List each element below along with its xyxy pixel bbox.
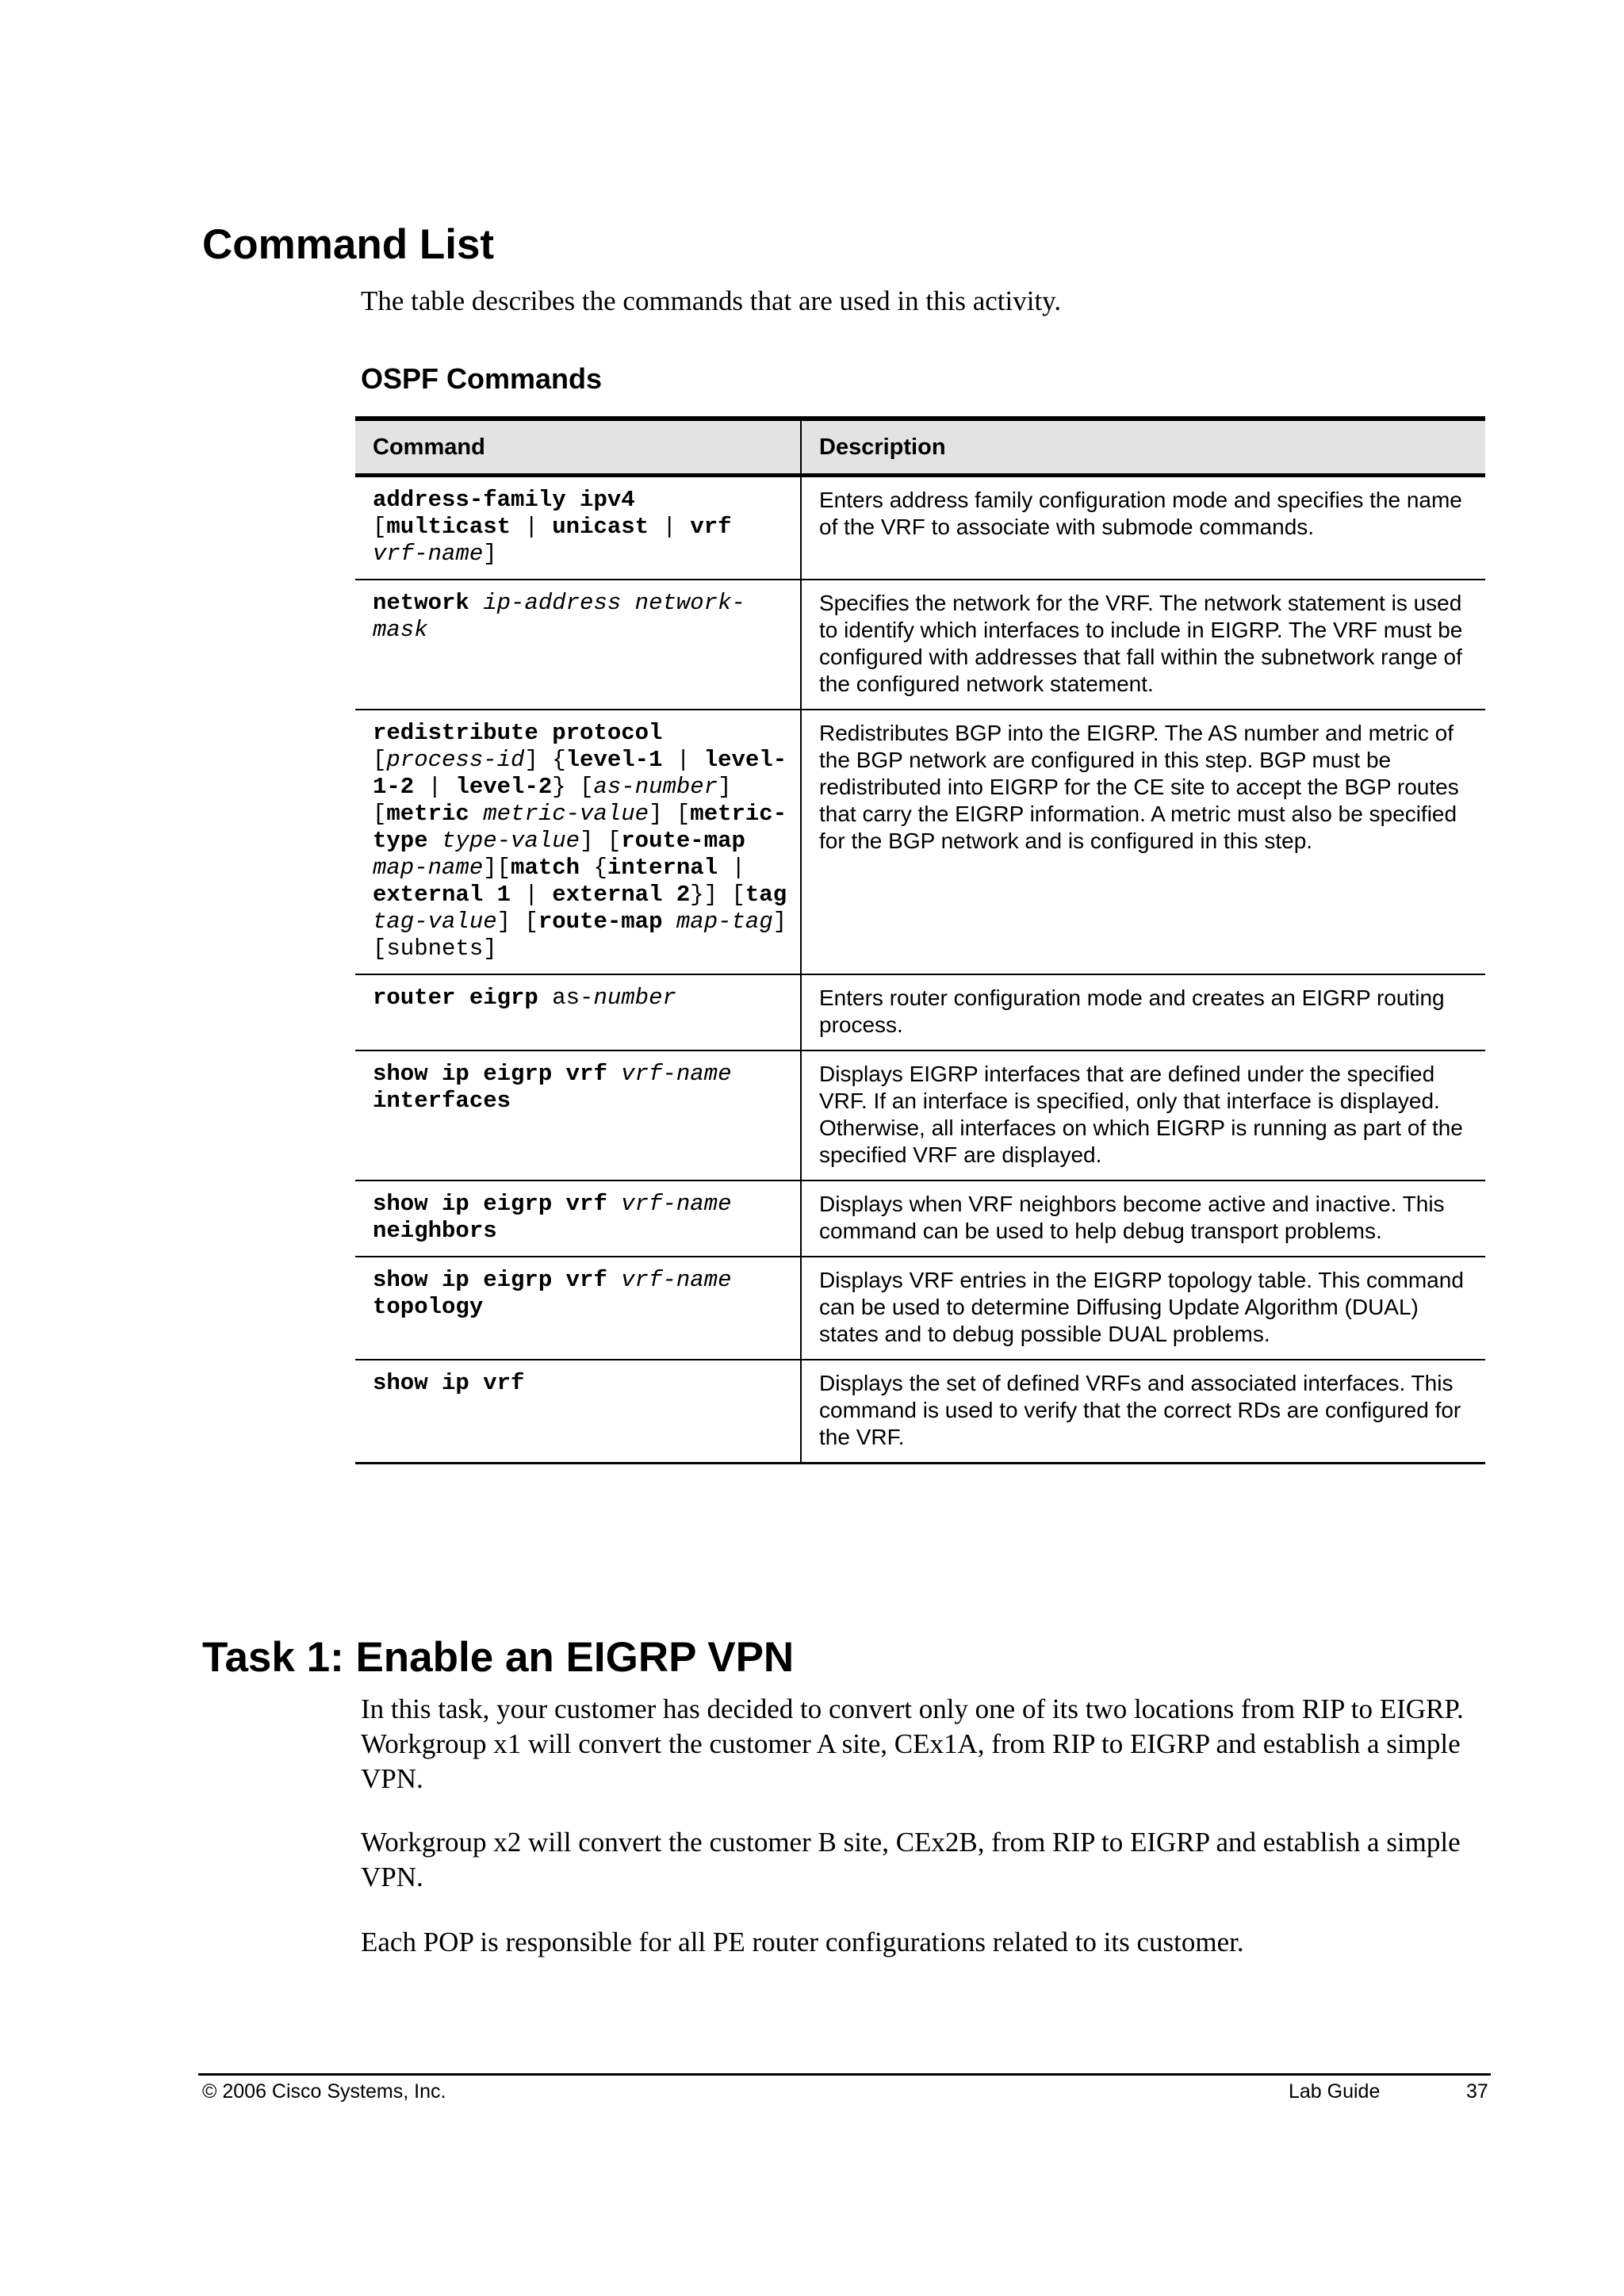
description-cell: [801, 476, 1485, 580]
command-table: [355, 416, 1485, 1464]
description-cell: [801, 710, 1485, 974]
command-description: Displays the set of defined VRFs and associated interfaces. This command is used to verify that the correct RDs are configured for the VRF.: [819, 1371, 1461, 1449]
command-syntax: redistribute protocol [process-id] {level-1 | level-1-2 | level-2} [as-number] [metric metric-value] [metric-type type-value] [route-map map-name][match {internal | external 1 | external 2}] [tag tag-value] [route-map map-tag] [subnets]: [373, 720, 787, 962]
footer-copyright: © 2006 Cisco Systems, Inc.: [202, 2080, 446, 2103]
command-syntax: address-family ipv4 [multicast | unicast | vrf vrf-name]: [373, 487, 732, 567]
command-syntax: show ip eigrp vrf vrf-name interfaces: [373, 1061, 732, 1114]
description-cell: [801, 1257, 1485, 1360]
command-cell: [355, 580, 801, 710]
description-cell: [801, 1181, 1485, 1257]
command-description: Specifies the network for the VRF. The network statement is used to identify which interfaces to include in EIGRP. The VRF must be configured with addresses that fall within the subnetwork range of the configured network statement.: [819, 591, 1463, 696]
table-row: [355, 1360, 1485, 1464]
footer-page-number: 37: [1466, 2080, 1488, 2103]
command-syntax: network ip-address network-mask: [373, 590, 745, 643]
command-syntax: show ip vrf: [373, 1370, 525, 1396]
command-description: Displays when VRF neighbors become active and inactive. This command can be used to help debug transport problems.: [819, 1192, 1445, 1243]
table-row: [355, 974, 1485, 1050]
command-description: Enters address family configuration mode and specifies the name of the VRF to associate with submode commands.: [819, 488, 1462, 539]
command-cell: [355, 1050, 801, 1181]
table-row: [355, 476, 1485, 580]
table-row: [355, 1181, 1485, 1257]
intro-paragraph: The table describes the commands that are used in this activity.: [361, 285, 1062, 316]
command-cell: [355, 1181, 801, 1257]
command-cell: [355, 974, 801, 1050]
description-cell: [801, 1360, 1485, 1464]
description-cell: [801, 1050, 1485, 1181]
section-title-command-list: Command List: [202, 221, 495, 268]
command-description: Displays EIGRP interfaces that are defined under the specified VRF. If an interface is specified, only that interface is displayed. Otherwise, all interfaces on which EIGRP is running as part of the specified VRF are displayed.: [819, 1062, 1463, 1167]
description-cell: [801, 974, 1485, 1050]
command-cell: [355, 1257, 801, 1360]
command-description: Displays VRF entries in the EIGRP topology table. This command can be used to determine Diffusing Update Algorithm (DUAL) states and to debug possible DUAL problems.: [819, 1268, 1464, 1346]
footer-guide-label: Lab Guide: [1289, 2080, 1381, 2103]
command-cell: [355, 710, 801, 974]
table-title: OSPF Commands: [361, 362, 603, 395]
description-cell: [801, 580, 1485, 710]
command-description: Redistributes BGP into the EIGRP. The AS number and metric of the BGP network are configured in this step. BGP must be redistributed into EIGRP for the CE site to accept the BGP routes that carry the EIGRP information. A metric must also be specified for the BGP network and is configured in this step.: [819, 721, 1459, 853]
table-row: [355, 580, 1485, 710]
table-row: [355, 1050, 1485, 1181]
command-cell: [355, 1360, 801, 1464]
command-cell: [355, 476, 801, 580]
section-title-task-1: Task 1: Enable an EIGRP VPN: [202, 1634, 795, 1681]
command-syntax: show ip eigrp vrf vrf-name topology: [373, 1267, 732, 1320]
table-row: [355, 1257, 1485, 1360]
task-paragraph-2: Workgroup x2 will convert the customer B site, CEx2B, from RIP to EIGRP and establish a simple VPN.: [361, 1827, 1461, 1892]
command-syntax: router eigrp as-number: [373, 985, 676, 1011]
task-paragraph-3: Each POP is responsible for all PE router configurations related to its customer.: [361, 1927, 1244, 1957]
task-paragraph-1: In this task, your customer has decided to convert only one of its two locations from RIP to EIGRP. Workgroup x1 will convert the customer A site, CEx1A, from RIP to EIGRP and establish a simple VPN.: [361, 1693, 1464, 1794]
command-syntax: show ip eigrp vrf vrf-name neighbors: [373, 1191, 732, 1244]
command-description: Enters router configuration mode and creates an EIGRP routing process.: [819, 985, 1445, 1037]
header-description: Description: [801, 419, 1485, 476]
header-command: Command: [355, 419, 801, 476]
table-header-row: [355, 419, 1485, 476]
table-row: [355, 710, 1485, 974]
footer-rule: [198, 2073, 1491, 2076]
